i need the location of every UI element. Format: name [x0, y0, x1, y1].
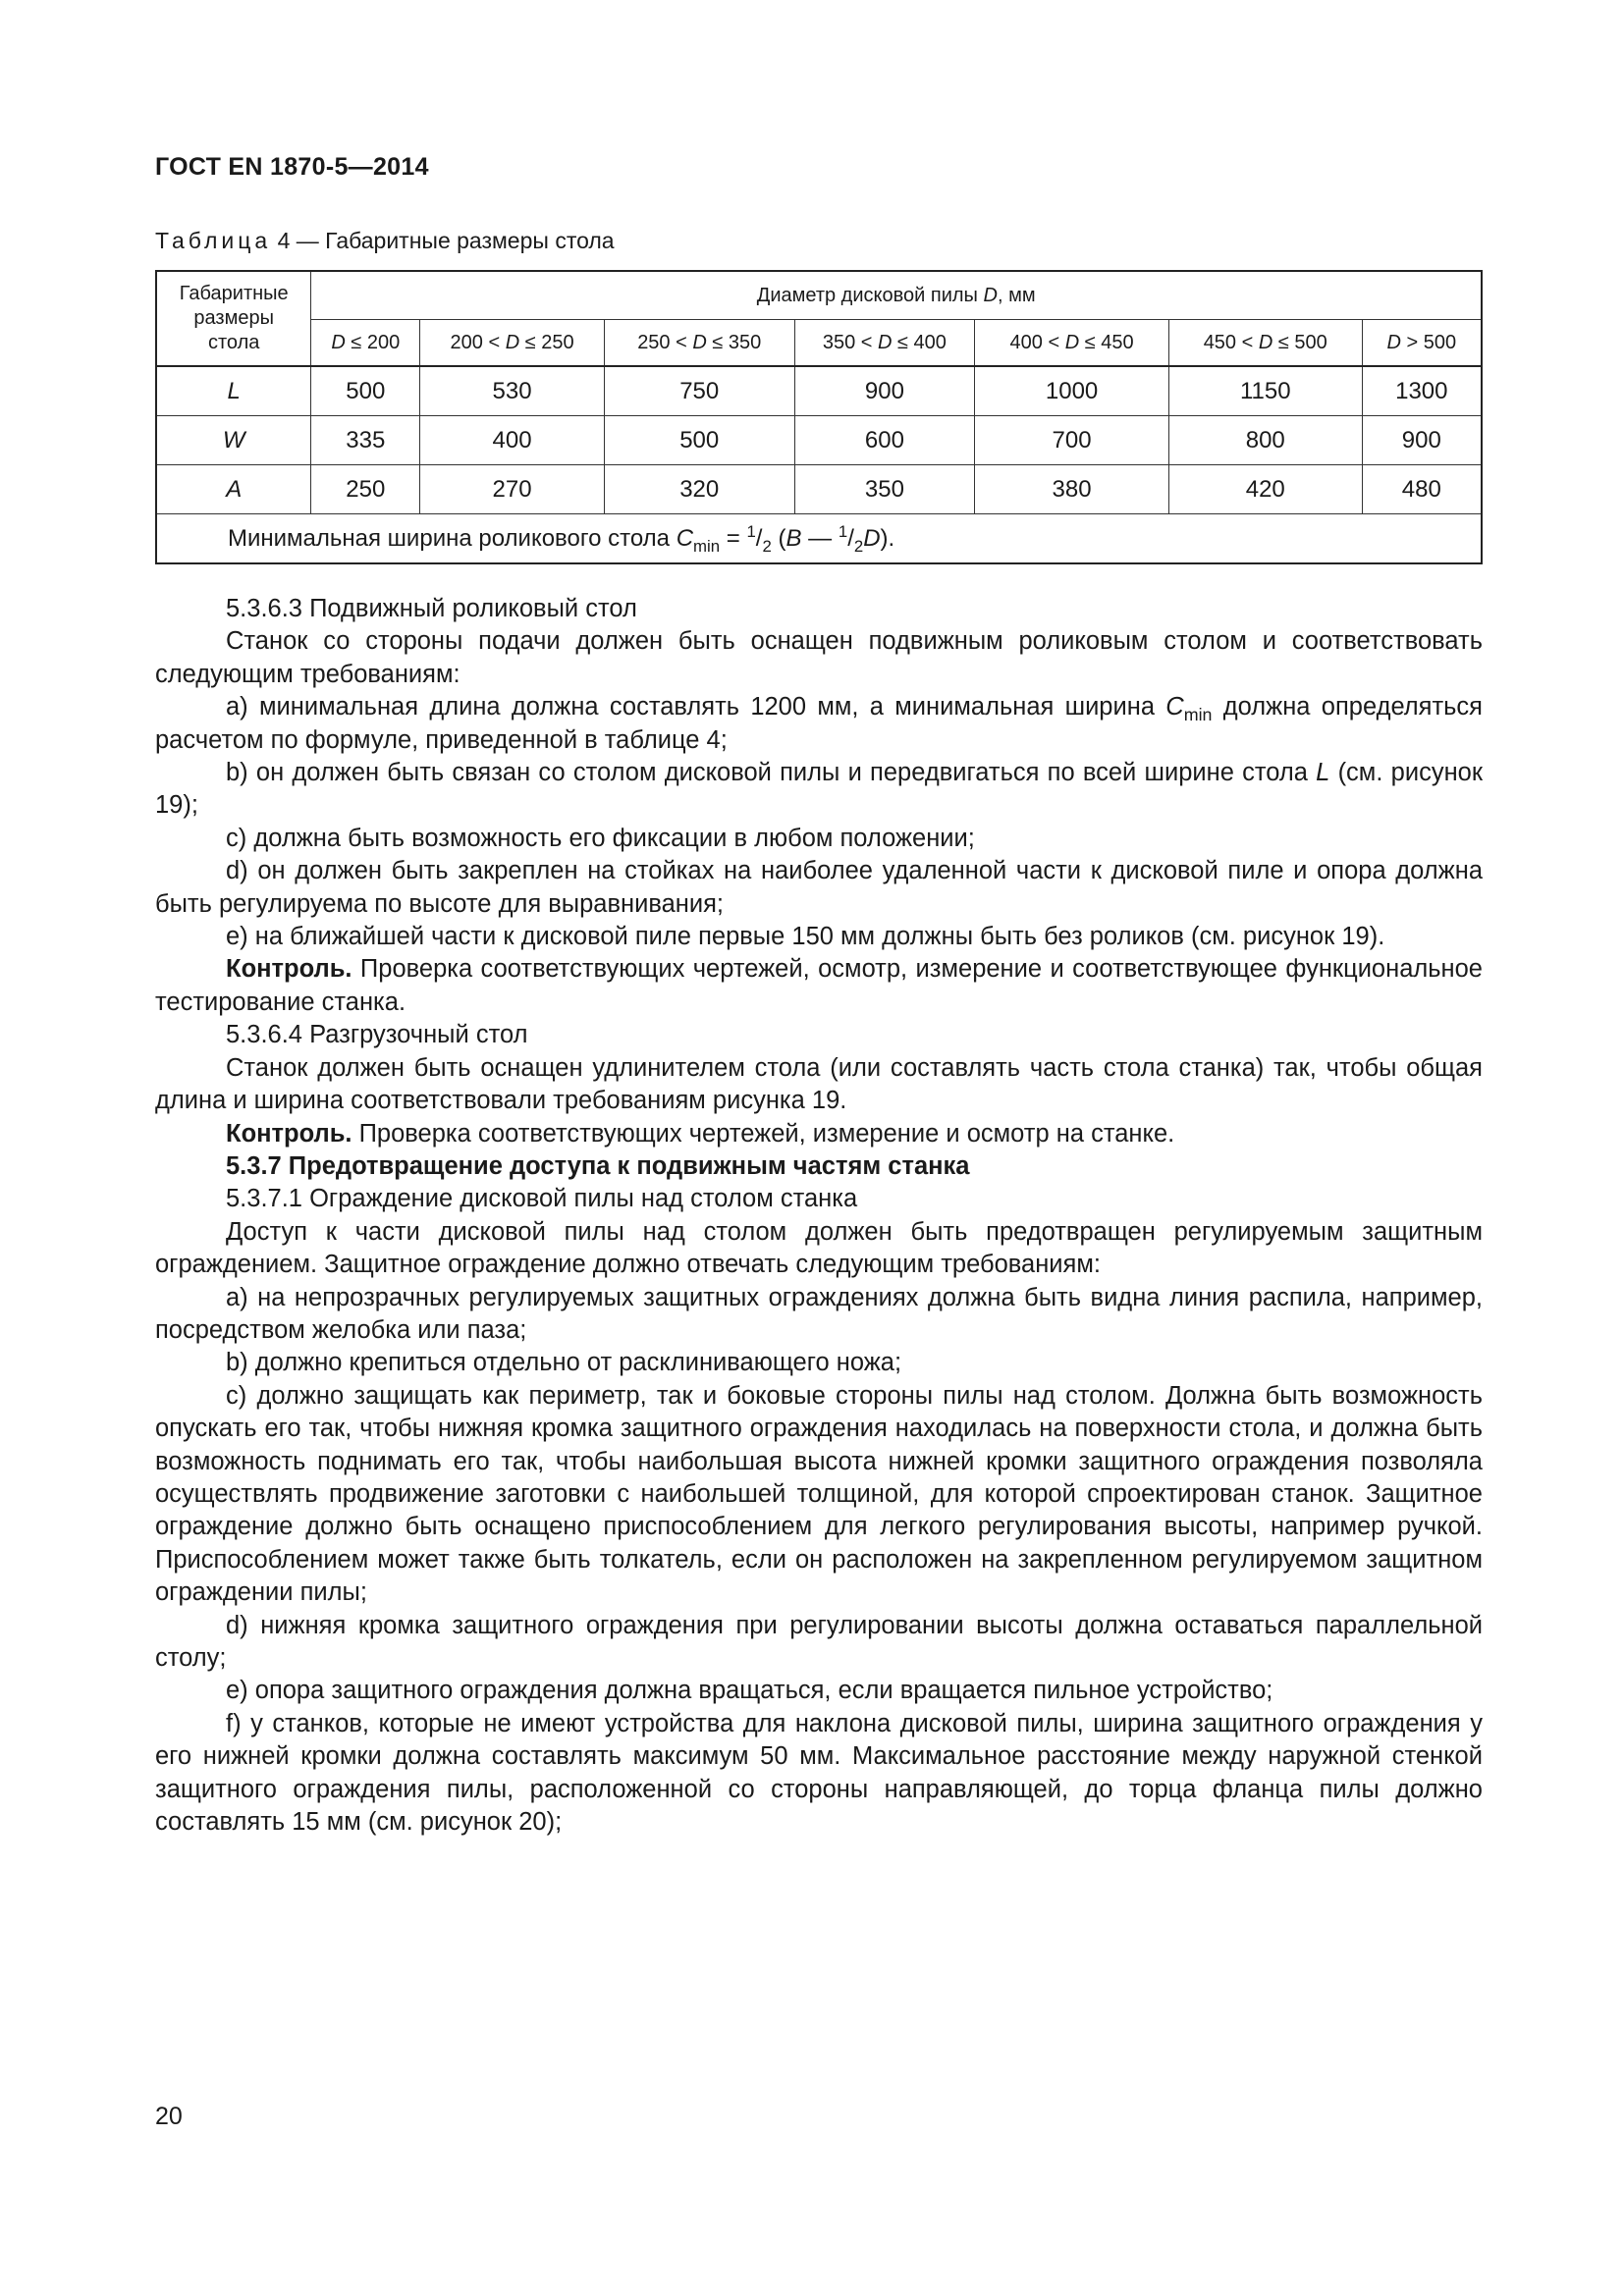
- table-row: [156, 465, 1482, 514]
- table-group-header: Диаметр дисковой пилы D, мм: [311, 271, 1482, 320]
- list-item: a) на непрозрачных регулируемых защитных ограждениях должна быть видна линия распила, например, посредством желобка или паза;: [155, 1283, 1483, 1344]
- list-item: a) минимальная длина должна составлять 1200 мм, а минимальная ширина $C_{min}$ должна определяться расчетом по формуле, приведенной в таблице 4;: [155, 693, 1483, 754]
- table-cell: 420: [1168, 465, 1362, 514]
- table-cell: 900: [1362, 416, 1482, 465]
- table-row: [156, 416, 1482, 465]
- table-cell: 350: [794, 465, 975, 514]
- list-item: e) опора защитного ограждения должна вращаться, если вращается пильное устройство;: [226, 1677, 1273, 1705]
- paragraph: Станок со стороны подачи должен быть оснащен подвижным роликовым столом и соответствовать следующим требованиям:: [155, 627, 1483, 688]
- table-cell: 700: [975, 416, 1169, 465]
- column-header: 450 < D ≤ 500: [1168, 320, 1362, 367]
- table-cell: 750: [604, 366, 794, 416]
- table-column-header-row: [156, 320, 1482, 367]
- table-header-row: [156, 271, 1482, 320]
- table-cell: 1000: [975, 366, 1169, 416]
- document-body: [155, 593, 1483, 1839]
- list-item: d) он должен быть закреплен на стойках на наиболее удаленной части к дисковой пиле и опора должна быть регулируема по высоте для выравнивания;: [155, 857, 1483, 918]
- table-row: [156, 366, 1482, 416]
- list-item: e) на ближайшей части к дисковой пиле первые 150 мм должны быть без роликов (см. рисунок 19).: [226, 923, 1385, 951]
- list-item: f) у станков, которые не имеют устройства для наклона дисковой пилы, ширина защитного ограждения у его нижней кромки должна составлять максимум 50 мм. Максимальное расстояние между наружной стенкой защитного ограждения пилы, расположенной со стороны направляющей, до торца фланца пилы должно составлять 15 мм (см. рисунок 20);: [155, 1709, 1483, 1837]
- list-item: b) должно крепиться отдельно от расклинивающего ножа;: [226, 1349, 902, 1377]
- control-paragraph: Контроль. Проверка соответствующих чертежей, осмотр, измерение и соответствующее функциональное тестирование станка.: [155, 955, 1483, 1016]
- section-title: 5.3.6.3 Подвижный роликовый стол: [226, 595, 637, 622]
- paragraph: Станок должен быть оснащен удлинителем стола (или составлять часть стола станка) так, чтобы общая длина и ширина соответствовали требованиям рисунка 19.: [155, 1053, 1483, 1115]
- table-cell: 380: [975, 465, 1169, 514]
- column-header: D > 500: [1362, 320, 1482, 367]
- page-number: 20: [155, 2103, 183, 2130]
- section-title: 5.3.7.1 Ограждение дисковой пилы над столом станка: [226, 1185, 858, 1213]
- table-caption-label: Таблица: [155, 228, 272, 253]
- table-cell: 800: [1168, 416, 1362, 465]
- table-cell: 335: [311, 416, 420, 465]
- column-header: D ≤ 200: [311, 320, 420, 367]
- table-corner-header: Габаритные размеры стола: [156, 271, 311, 366]
- row-label: W: [156, 416, 311, 465]
- table-cell: 500: [604, 416, 794, 465]
- table-cell: 1150: [1168, 366, 1362, 416]
- list-item: d) нижняя кромка защитного ограждения при регулировании высоты должна оставаться параллельной столу;: [155, 1611, 1483, 1672]
- list-item: c) должна быть возможность его фиксации в любом положении;: [226, 824, 975, 852]
- list-item: c) должно защищать как периметр, так и боковые стороны пилы над столом. Должна быть возможность опускать его так, чтобы нижняя кромка защитного ограждения находилась на поверхности стола, и должна быть возможность поднимать его так, чтобы наибольшая высота нижней кромки защитного ограждения позволяла осуществлять продвижение заготовки с наибольшей толщиной, для которой спроектирован станок. Защитное ограждение должно быть оснащено приспособлением для легкого регулирования высоты, например ручкой. Приспособлением может также быть толкатель, если он расположен на закрепленном регулируемом защитном ограждении пилы;: [155, 1381, 1483, 1607]
- table-cell: 900: [794, 366, 975, 416]
- dimensions-table: [155, 270, 1483, 564]
- table-cell: 400: [420, 416, 605, 465]
- table-note-row: [156, 514, 1482, 564]
- table-cell: 530: [420, 366, 605, 416]
- table-caption: [155, 228, 615, 254]
- table-cell: 320: [604, 465, 794, 514]
- table-cell: 250: [311, 465, 420, 514]
- column-header: 350 < D ≤ 400: [794, 320, 975, 367]
- row-label: A: [156, 465, 311, 514]
- document-header: ГОСТ EN 1870-5—2014: [155, 153, 429, 181]
- table-caption-title: 4 — Габаритные размеры стола: [277, 228, 615, 253]
- row-label: L: [156, 366, 311, 416]
- column-header: 250 < D ≤ 350: [604, 320, 794, 367]
- table-cell: 500: [311, 366, 420, 416]
- control-paragraph: Контроль. Проверка соответствующих чертежей, измерение и осмотр на станке.: [226, 1119, 1175, 1148]
- table-cell: 270: [420, 465, 605, 514]
- table-cell: 600: [794, 416, 975, 465]
- table-note: Минимальная ширина роликового стола $C_{min} = ^1/_2$ (B — $^1/_2D$).: [156, 514, 1482, 564]
- section-title: 5.3.6.4 Разгрузочный стол: [226, 1021, 528, 1049]
- section-heading: 5.3.7 Предотвращение доступа к подвижным частям станка: [226, 1151, 970, 1180]
- paragraph: Доступ к части дисковой пилы над столом должен быть предотвращен регулируемым защитным ограждением. Защитное ограждение должно отвечать следующим требованиям:: [155, 1217, 1483, 1279]
- table-cell: 1300: [1362, 366, 1482, 416]
- table-cell: 480: [1362, 465, 1482, 514]
- list-item: b) он должен быть связан со столом дисковой пилы и передвигаться по всей ширине стола L (см. рисунок 19);: [155, 759, 1483, 820]
- column-header: 200 < D ≤ 250: [420, 320, 605, 367]
- column-header: 400 < D ≤ 450: [975, 320, 1169, 367]
